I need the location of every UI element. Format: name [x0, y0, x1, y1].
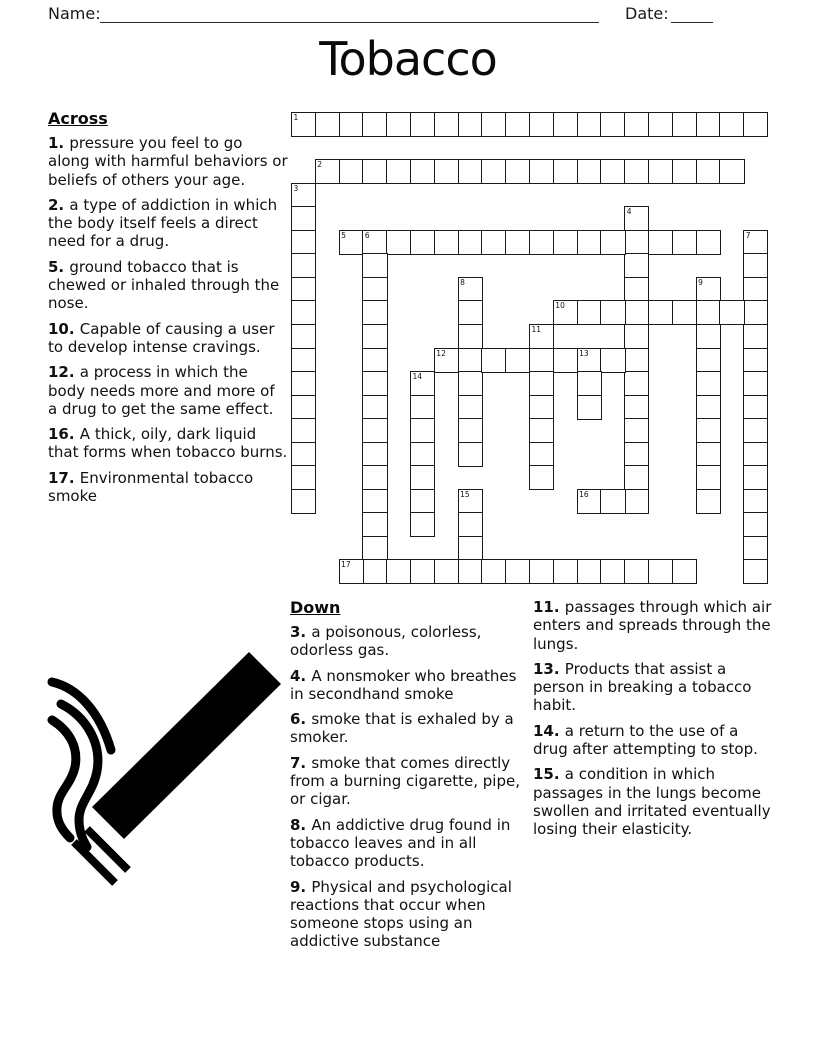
- grid-cell-r8-c3[interactable]: [362, 300, 387, 325]
- clue-down-14: 14. a return to the use of a drug after attempting to stop.: [533, 721, 758, 759]
- grid-cell-r19-c14[interactable]: [624, 559, 649, 584]
- grid-cell-r10-c3[interactable]: [362, 348, 387, 373]
- grid-cell-r19-c3[interactable]: [362, 559, 387, 584]
- grid-cell-number: 5: [341, 230, 346, 240]
- grid-cell-r17-c19[interactable]: [743, 512, 768, 537]
- grid-cell-number: 10: [555, 301, 565, 311]
- grid-cell-r5-c5[interactable]: [410, 230, 435, 255]
- grid-cell-number: 16: [579, 489, 589, 499]
- clue-number: 8.: [290, 815, 312, 834]
- grid-cell-r5-c15[interactable]: [648, 230, 673, 255]
- clue-number: 12.: [48, 363, 80, 382]
- grid-cell-r0-c10[interactable]: [529, 112, 554, 137]
- grid-cell-r11-c10[interactable]: [529, 371, 554, 396]
- grid-cell-r19-c15[interactable]: [648, 559, 673, 584]
- grid-cell-r12-c10[interactable]: [529, 395, 554, 420]
- grid-cell-number: 1: [293, 113, 299, 122]
- clue-across-17: 17. Environmental tobacco smoke: [48, 468, 254, 506]
- grid-cell-r8-c19[interactable]: [743, 300, 768, 325]
- grid-cell-r17-c7[interactable]: [458, 512, 483, 537]
- clue-number: 1.: [48, 134, 70, 152]
- grid-cell-r14-c5[interactable]: [410, 442, 435, 467]
- clue-number: 16.: [48, 425, 80, 444]
- grid-cell-number: 7: [745, 230, 751, 240]
- grid-cell-r6-c3[interactable]: [362, 253, 387, 278]
- clue-number: 11.: [533, 598, 565, 616]
- grid-cell-r19-c16[interactable]: [672, 559, 697, 584]
- grid-cell-r7-c3[interactable]: [362, 277, 387, 302]
- grid-cell-r5-c2[interactable]: [339, 230, 364, 255]
- grid-cell-r14-c17[interactable]: [696, 442, 721, 467]
- grid-cell-r14-c10[interactable]: [529, 442, 554, 467]
- name-label: Name:: [48, 4, 101, 23]
- grid-cell-r5-c10[interactable]: [529, 230, 554, 255]
- grid-cell-number: 2: [317, 160, 323, 170]
- grid-cell-r13-c10[interactable]: [529, 418, 554, 443]
- grid-cell-r2-c1[interactable]: [315, 159, 340, 184]
- clue-down-11: 11. passages through which air enters and spreads through the lungs.: [533, 598, 772, 653]
- grid-cell-r8-c14[interactable]: [624, 300, 649, 325]
- grid-cell-r10-c7[interactable]: [458, 348, 483, 373]
- grid-cell-r0-c14[interactable]: [624, 112, 649, 137]
- grid-cell-r2-c14[interactable]: [624, 159, 649, 184]
- grid-cell-r19-c4[interactable]: [386, 559, 411, 584]
- grid-cell-r6-c19[interactable]: [743, 253, 768, 278]
- grid-cell-r15-c5[interactable]: [410, 465, 435, 490]
- grid-cell-r16-c12[interactable]: [577, 489, 602, 514]
- grid-cell-r15-c19[interactable]: [743, 465, 768, 490]
- grid-cell-r8-c18[interactable]: [719, 300, 744, 325]
- grid-cell-number: 11: [531, 324, 542, 334]
- grid-cell-r14-c3[interactable]: [362, 442, 387, 467]
- grid-cell-r5-c4[interactable]: [386, 230, 411, 255]
- grid-cell-r11-c14[interactable]: [624, 371, 649, 396]
- grid-cell-r0-c7[interactable]: [458, 112, 483, 137]
- grid-cell-r9-c10[interactable]: [529, 324, 554, 349]
- grid-cell-r10-c10[interactable]: [529, 348, 554, 373]
- clue-number: 5.: [48, 257, 70, 276]
- grid-cell-r10-c14[interactable]: [624, 348, 649, 373]
- grid-cell-r9-c14[interactable]: [624, 324, 649, 349]
- grid-cell-r15-c0[interactable]: [291, 465, 316, 490]
- grid-cell-r11-c7[interactable]: [458, 371, 483, 396]
- clue-number: 4.: [290, 666, 312, 685]
- grid-cell-r10-c6[interactable]: [434, 348, 459, 373]
- grid-cell-r0-c5[interactable]: [410, 112, 435, 137]
- grid-cell-r12-c12[interactable]: [577, 395, 602, 420]
- grid-cell-r2-c15[interactable]: [648, 159, 673, 184]
- grid-cell-r13-c17[interactable]: [696, 418, 721, 443]
- grid-cell-r10-c11[interactable]: [553, 348, 578, 373]
- grid-cell-r11-c17[interactable]: [696, 371, 721, 396]
- grid-cell-r17-c5[interactable]: [410, 512, 435, 537]
- grid-cell-r8-c7[interactable]: [458, 300, 483, 325]
- grid-cell-r0-c9[interactable]: [505, 112, 530, 137]
- grid-cell-r0-c19[interactable]: [743, 112, 768, 137]
- grid-cell-r0-c4[interactable]: [386, 112, 411, 137]
- grid-cell-r15-c10[interactable]: [529, 465, 554, 490]
- grid-cell-r19-c19[interactable]: [743, 559, 768, 584]
- clue-down-8: 8. An addictive drug found in tobacco leaves and in all tobacco products.: [290, 815, 511, 871]
- grid-cell-r9-c0[interactable]: [291, 324, 316, 349]
- grid-cell-r16-c19[interactable]: [743, 489, 768, 514]
- grid-cell-r2-c3[interactable]: [362, 159, 387, 184]
- grid-cell-r8-c17[interactable]: [696, 300, 721, 325]
- grid-cell-r19-c11[interactable]: [553, 559, 578, 584]
- grid-cell-r11-c19[interactable]: [743, 371, 768, 396]
- clue-across-10: 10. Capable of causing a user to develop intense cravings.: [48, 319, 275, 356]
- grid-cell-r10-c12[interactable]: [577, 348, 602, 373]
- grid-cell-r19-c6[interactable]: [434, 559, 459, 584]
- clue-down-13: 13. Products that assist a person in breaking a tobacco habit.: [533, 659, 752, 715]
- grid-cell-r12-c0[interactable]: [291, 395, 316, 420]
- grid-cell-r16-c0[interactable]: [291, 489, 316, 514]
- grid-cell-r0-c3[interactable]: [362, 112, 387, 137]
- down-clue-list-1: [290, 623, 527, 951]
- clue-number: 10.: [48, 319, 80, 338]
- down-clue-list-2: [533, 598, 773, 839]
- grid-cell-r5-c0[interactable]: [291, 230, 316, 255]
- grid-cell-r10-c9[interactable]: [505, 348, 530, 373]
- grid-cell-r2-c11[interactable]: [553, 159, 578, 184]
- clue-number: 17.: [48, 468, 80, 487]
- grid-cell-r9-c7[interactable]: [458, 324, 483, 349]
- grid-cell-r4-c14[interactable]: [624, 206, 649, 231]
- grid-cell-number: 12: [436, 348, 446, 358]
- grid-cell-r0-c0[interactable]: [291, 112, 316, 137]
- grid-cell-r8-c0[interactable]: [291, 300, 316, 325]
- grid-cell-r2-c13[interactable]: [600, 159, 625, 184]
- grid-cell-r16-c3[interactable]: [362, 489, 387, 514]
- clue-down-3: 3. a poisonous, colorless, odorless gas.: [290, 623, 482, 660]
- down-heading: Down: [290, 598, 341, 617]
- grid-cell-r11-c0[interactable]: [291, 371, 316, 396]
- grid-cell-r11-c3[interactable]: [362, 371, 387, 396]
- grid-cell-r10-c13[interactable]: [600, 348, 625, 373]
- clue-down-9: 9. Physical and psychological reactions that occur when someone stops using an addictive substance: [290, 877, 512, 951]
- grid-cell-r0-c1[interactable]: [315, 112, 340, 137]
- grid-cell-r18-c7[interactable]: [458, 536, 483, 561]
- grid-cell-number: 9: [698, 277, 703, 287]
- grid-cell-r5-c14[interactable]: [624, 230, 649, 255]
- grid-cell-r15-c14[interactable]: [624, 465, 649, 490]
- grid-cell-r19-c10[interactable]: [529, 559, 554, 584]
- grid-cell-r10-c17[interactable]: [696, 348, 721, 373]
- grid-cell-r8-c16[interactable]: [672, 300, 697, 325]
- clue-down-7: 7. smoke that comes directly from a burning cigarette, pipe, or cigar.: [290, 753, 520, 809]
- grid-cell-r8-c15[interactable]: [648, 300, 673, 325]
- grid-cell-r12-c14[interactable]: [624, 395, 649, 420]
- grid-cell-r11-c5[interactable]: [410, 371, 435, 396]
- grid-cell-r19-c7[interactable]: [458, 559, 483, 584]
- grid-cell-r5-c6[interactable]: [434, 230, 459, 255]
- grid-cell-r8-c13[interactable]: [600, 300, 625, 325]
- grid-cell-r2-c17[interactable]: [696, 159, 721, 184]
- grid-cell-r12-c7[interactable]: [458, 395, 483, 420]
- grid-cell-r5-c16[interactable]: [672, 230, 697, 255]
- clue-across-2: 2. a type of addiction in which the body itself feels a direct need for a drug.: [48, 195, 278, 251]
- grid-cell-number: 3: [293, 183, 299, 193]
- grid-cell-r19-c2[interactable]: [339, 559, 364, 584]
- grid-cell-r13-c5[interactable]: [410, 418, 435, 443]
- grid-cell-r0-c16[interactable]: [672, 112, 697, 137]
- grid-cell-r5-c19[interactable]: [743, 230, 768, 255]
- clue-down-15: 15. a condition in which passages in the lungs become swollen and irritated eventually losing their elasticity.: [533, 765, 771, 839]
- grid-cell-r10-c0[interactable]: [291, 348, 316, 373]
- grid-cell-r13-c14[interactable]: [624, 418, 649, 443]
- grid-cell-r14-c14[interactable]: [624, 442, 649, 467]
- clue-across-16: 16. A thick, oily, dark liquid that forms when tobacco burns.: [48, 425, 288, 462]
- grid-cell-number: 4: [626, 207, 632, 217]
- date-label: Date:: [625, 4, 669, 23]
- clue-number: 7.: [290, 753, 312, 772]
- grid-cell-r9-c3[interactable]: [362, 324, 387, 349]
- grid-cell-r7-c14[interactable]: [624, 277, 649, 302]
- grid-cell-r8-c11[interactable]: [553, 300, 578, 325]
- grid-cell-r4-c0[interactable]: [291, 206, 316, 231]
- clue-across-12: 12. a process in which the body needs more and more of a drug to get the same effect.: [48, 363, 275, 418]
- grid-cell-r6-c0[interactable]: [291, 253, 316, 278]
- grid-cell-r5-c3[interactable]: [362, 230, 387, 255]
- grid-cell-r5-c7[interactable]: [458, 230, 483, 255]
- grid-cell-number: 13: [579, 348, 589, 358]
- grid-cell-r2-c6[interactable]: [434, 159, 459, 184]
- down-section-col2: [533, 598, 773, 846]
- grid-cell-number: 15: [460, 489, 470, 499]
- grid-cell-r13-c19[interactable]: [743, 418, 768, 443]
- grid-cell-r0-c13[interactable]: [600, 112, 625, 137]
- grid-cell-r5-c8[interactable]: [481, 230, 506, 255]
- clue-across-5: 5. ground tobacco that is chewed or inhaled through the nose.: [48, 257, 280, 313]
- grid-cell-r2-c5[interactable]: [410, 159, 435, 184]
- grid-cell-r3-c0[interactable]: [291, 183, 316, 208]
- grid-cell-r16-c14[interactable]: [624, 489, 649, 514]
- across-clue-list: [48, 134, 288, 505]
- grid-cell-r9-c17[interactable]: [696, 324, 721, 349]
- grid-cell-r2-c10[interactable]: [529, 159, 554, 184]
- grid-cell-r7-c7[interactable]: [458, 277, 483, 302]
- grid-cell-r5-c17[interactable]: [696, 230, 721, 255]
- grid-cell-r14-c0[interactable]: [291, 442, 316, 467]
- grid-cell-r14-c19[interactable]: [743, 442, 768, 467]
- grid-cell-r5-c11[interactable]: [553, 230, 578, 255]
- clue-number: 13.: [533, 659, 565, 678]
- grid-cell-r2-c16[interactable]: [672, 159, 697, 184]
- grid-cell-r2-c12[interactable]: [577, 159, 602, 184]
- grid-cell-r15-c17[interactable]: [696, 465, 721, 490]
- grid-cell-r13-c7[interactable]: [458, 418, 483, 443]
- grid-cell-r0-c17[interactable]: [696, 112, 721, 137]
- grid-cell-number: 14: [412, 372, 423, 382]
- grid-cell-r0-c11[interactable]: [553, 112, 578, 137]
- grid-cell-r2-c4[interactable]: [386, 159, 411, 184]
- grid-cell-r12-c19[interactable]: [743, 395, 768, 420]
- grid-cell-number: 17: [341, 560, 351, 570]
- grid-cell-r0-c8[interactable]: [481, 112, 506, 137]
- grid-cell-r12-c3[interactable]: [362, 395, 387, 420]
- grid-cell-r2-c2[interactable]: [339, 159, 364, 184]
- smoking-cigarette-icon: [30, 650, 290, 910]
- name-input-line[interactable]: [100, 6, 599, 23]
- grid-cell-r7-c17[interactable]: [696, 277, 721, 302]
- clue-number: 2.: [48, 195, 70, 214]
- grid-cell-r19-c5[interactable]: [410, 559, 435, 584]
- grid-cell-r0-c12[interactable]: [577, 112, 602, 137]
- grid-cell-r14-c7[interactable]: [458, 442, 483, 467]
- clue-number: 6.: [290, 710, 312, 729]
- grid-cell-r19-c9[interactable]: [505, 559, 530, 584]
- clue-number: 15.: [533, 765, 565, 784]
- grid-cell-r5-c9[interactable]: [505, 230, 530, 255]
- grid-cell-r9-c19[interactable]: [743, 324, 768, 349]
- down-section-col1: [290, 598, 527, 958]
- grid-cell-r19-c8[interactable]: [481, 559, 506, 584]
- grid-cell-r2-c18[interactable]: [719, 159, 744, 184]
- grid-cell-r11-c12[interactable]: [577, 371, 602, 396]
- grid-cell-r0-c6[interactable]: [434, 112, 459, 137]
- grid-cell-r19-c12[interactable]: [577, 559, 602, 584]
- grid-cell-r0-c2[interactable]: [339, 112, 364, 137]
- grid-cell-r6-c14[interactable]: [624, 253, 649, 278]
- grid-cell-r7-c0[interactable]: [291, 277, 316, 302]
- grid-cell-r16-c5[interactable]: [410, 489, 435, 514]
- grid-cell-r0-c18[interactable]: [719, 112, 744, 137]
- grid-cell-r13-c0[interactable]: [291, 418, 316, 443]
- grid-cell-r15-c3[interactable]: [362, 465, 387, 490]
- grid-cell-r2-c9[interactable]: [505, 159, 530, 184]
- grid-cell-r16-c13[interactable]: [600, 489, 625, 514]
- grid-cell-r18-c3[interactable]: [362, 536, 387, 561]
- date-input-line[interactable]: [671, 6, 713, 23]
- grid-cell-r2-c8[interactable]: [481, 159, 506, 184]
- clue-across-1: 1. pressure you feel to go along with harmful behaviors or beliefs of others your age.: [48, 134, 288, 189]
- grid-cell-r18-c19[interactable]: [743, 536, 768, 561]
- clue-down-4: 4. A nonsmoker who breathes in secondhand smoke: [290, 666, 517, 703]
- across-heading: Across: [48, 109, 108, 128]
- grid-cell-r10-c8[interactable]: [481, 348, 506, 373]
- clue-number: 3.: [290, 623, 312, 641]
- grid-cell-number: 8: [460, 277, 465, 287]
- grid-cell-r8-c12[interactable]: [577, 300, 602, 325]
- grid-cell-r12-c5[interactable]: [410, 395, 435, 420]
- grid-cell-r16-c7[interactable]: [458, 489, 483, 514]
- across-section: [48, 109, 288, 512]
- page-title: Tobacco: [319, 32, 497, 86]
- grid-cell-r2-c7[interactable]: [458, 159, 483, 184]
- grid-cell-r16-c17[interactable]: [696, 489, 721, 514]
- grid-cell-r0-c15[interactable]: [648, 112, 673, 137]
- grid-cell-r7-c19[interactable]: [743, 277, 768, 302]
- grid-cell-r5-c13[interactable]: [600, 230, 625, 255]
- clue-down-6: 6. smoke that is exhaled by a smoker.: [290, 710, 514, 747]
- grid-cell-r19-c13[interactable]: [600, 559, 625, 584]
- grid-cell-r13-c3[interactable]: [362, 418, 387, 443]
- grid-cell-r17-c3[interactable]: [362, 512, 387, 537]
- crossword-grid[interactable]: [291, 112, 769, 585]
- grid-cell-r12-c17[interactable]: [696, 395, 721, 420]
- grid-cell-r10-c19[interactable]: [743, 348, 768, 373]
- clue-number: 14.: [533, 721, 565, 740]
- clue-number: 9.: [290, 877, 312, 896]
- grid-cell-r5-c12[interactable]: [577, 230, 602, 255]
- grid-cell-number: 6: [364, 230, 370, 240]
